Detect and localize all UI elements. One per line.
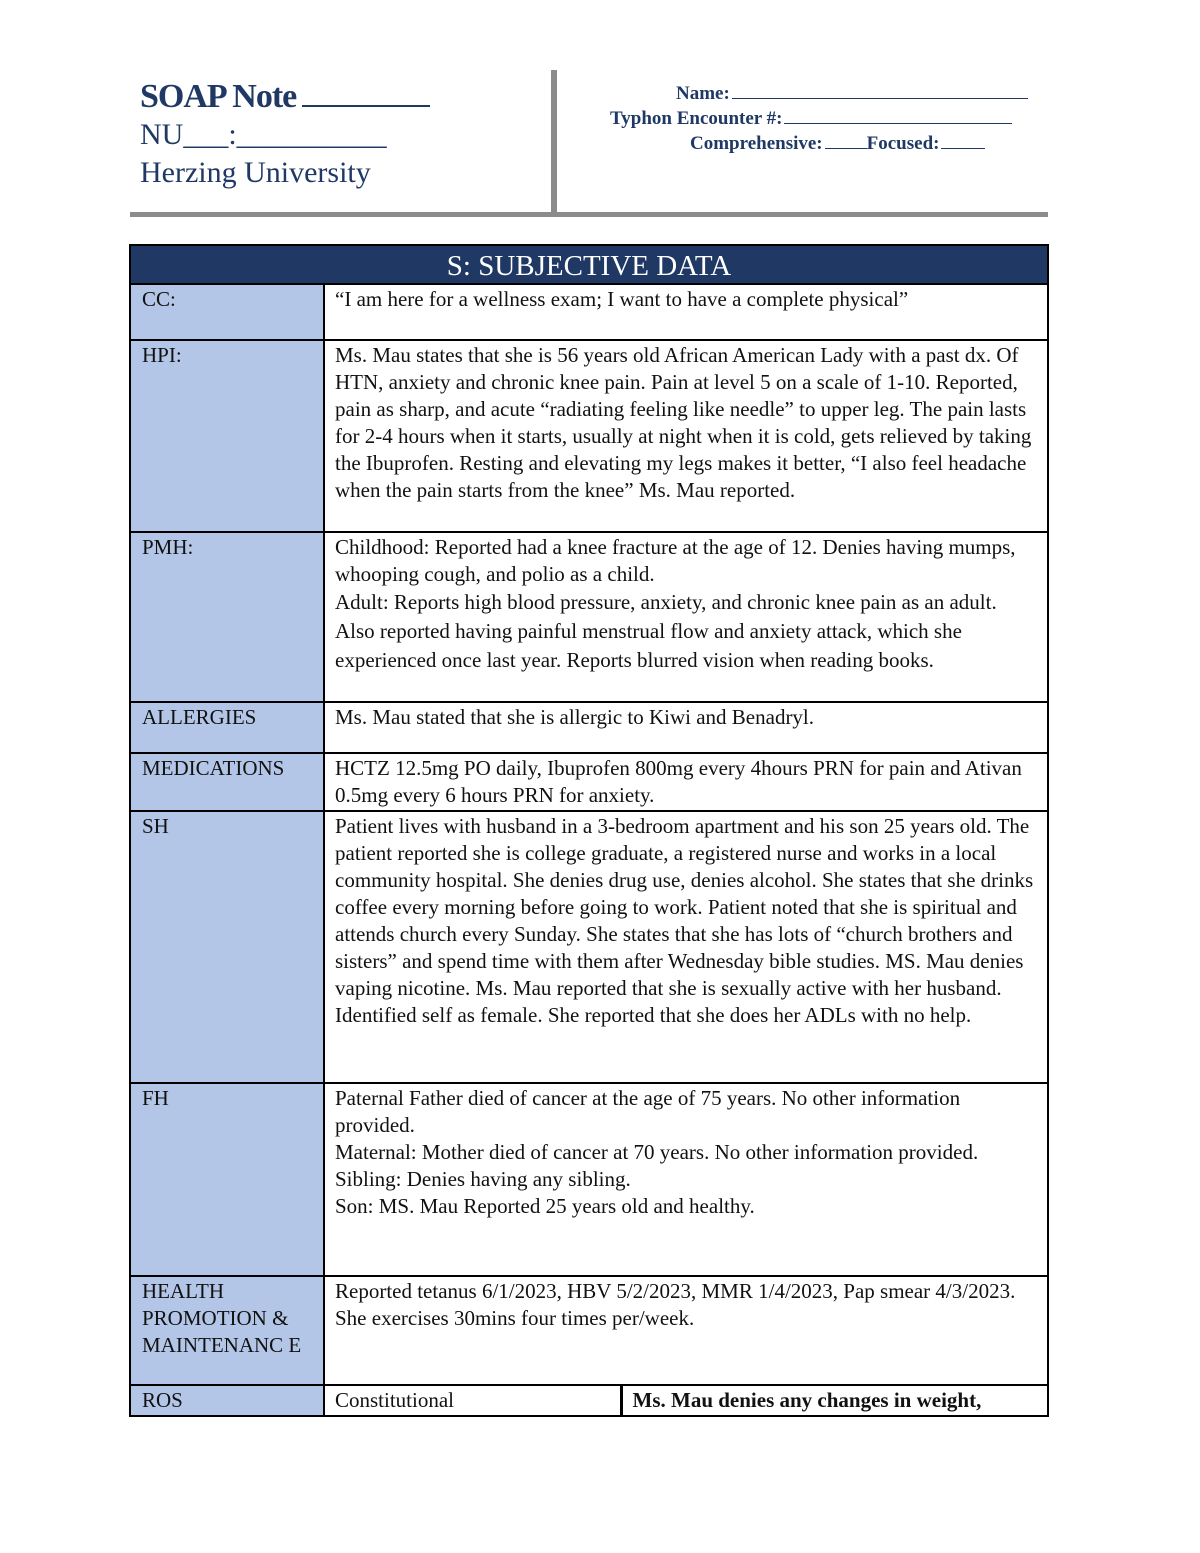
note-header [130, 70, 1048, 218]
row-sh [130, 811, 1048, 1083]
hpi-label: HPI: [130, 340, 324, 532]
row-medications [130, 753, 1048, 811]
pmh-cell [324, 532, 1048, 702]
pmh-adult: Adult: Reports high blood pressure, anxiety, and chronic knee pain as an adult. Also reported having painful menstrual flow and anxiety attack, which she experienced once last year. Reports blurred vision when reading books. [335, 590, 997, 672]
fh-paternal: Paternal Father died of cancer at the age of 75 years. No other information provided. [335, 1086, 961, 1137]
health-promotion-label: HEALTH PROMOTION & MAINTENANC E [130, 1276, 324, 1385]
header-left-block [140, 78, 430, 192]
row-allergies [130, 702, 1048, 753]
pmh-childhood: Childhood: Reported had a knee fracture at the age of 12. Denies having mumps, whooping cough, and polio as a child. [335, 535, 1016, 586]
health-immunizations: Reported tetanus 6/1/2023, HBV 5/2/2023, MMR 1/4/2023, Pap smear 4/3/2023. [335, 1279, 1016, 1303]
sh-label: SH [130, 811, 324, 1083]
sh-text: Patient lives with husband in a 3-bedroom apartment and his son 25 years old. The patient reported she is college graduate, a registered nurse and works in a local community hospital. She denies drug use, denies alcohol. She states that she drinks coffee every morning before going to work. Patient noted that she is spiritual and attends church every Sunday. She states that she has lots of “church brothers and sisters” and spend time with them after Wednesday bible studies. MS. Mau denies vaping nicotine. Ms. Mau reported that she is sexually active with her husband. Identified self as female. She reported that she does her ADLs with no help. [324, 811, 1048, 1083]
health-exercise: She exercises 30mins four times per/week. [335, 1306, 695, 1330]
typhon-label: Typhon Encounter #: [610, 108, 783, 129]
fh-sibling: Sibling: Denies having any sibling. [335, 1167, 631, 1191]
fh-son: Son: MS. Mau Reported 25 years old and healthy. [335, 1194, 755, 1218]
typhon-field [610, 107, 1012, 130]
ros-system: Constitutional [324, 1385, 621, 1416]
row-pmh [130, 532, 1048, 702]
fh-label: FH [130, 1083, 324, 1276]
name-field [676, 82, 1028, 105]
row-fh [130, 1083, 1048, 1276]
note-title-text: SOAP Note [140, 78, 297, 115]
fh-cell [324, 1083, 1048, 1276]
row-ros [130, 1385, 1048, 1416]
allergies-text: Ms. Mau stated that she is allergic to Kiwi and Benadryl. [324, 702, 1048, 753]
row-cc [130, 284, 1048, 340]
typhon-blank [784, 107, 1012, 124]
ros-text: Ms. Mau denies any changes in weight, [621, 1385, 1048, 1416]
note-title-blank [302, 81, 430, 107]
comprehensive-blank [825, 132, 867, 149]
medications-label: MEDICATIONS [130, 753, 324, 811]
comprehensive-label: Comprehensive: [690, 133, 823, 154]
fh-maternal: Maternal: Mother died of cancer at 70 years. No other information provided. [335, 1140, 979, 1164]
name-blank [732, 82, 1028, 99]
focused-label: Focused: [866, 133, 940, 154]
cc-label: CC: [130, 284, 324, 340]
section-header-row [130, 245, 1048, 284]
ros-label: ROS [130, 1385, 324, 1416]
name-label: Name: [676, 83, 730, 104]
section-title: S: SUBJECTIVE DATA [130, 245, 1048, 284]
subjective-data-table [129, 244, 1049, 1417]
health-promotion-cell [324, 1276, 1048, 1385]
pmh-label: PMH: [130, 532, 324, 702]
header-vertical-divider [551, 70, 557, 216]
encounter-type-field [690, 132, 985, 155]
row-hpi [130, 340, 1048, 532]
hpi-text: Ms. Mau states that she is 56 years old African American Lady with a past dx. Of HTN, anxiety and chronic knee pain. Pain at level 5 on a scale of 1-10. Reported, pain as sharp, and acute “radiating feeling like needle” to upper leg. The pain lasts for 2-4 hours when it starts, usually at night when it is cold, gets relieved by taking the Ibuprofen. Resting and elevating my legs makes it better, “I also feel headache when the pain starts from the knee” Ms. Mau reported. [324, 340, 1048, 532]
row-health-promotion [130, 1276, 1048, 1385]
cc-text: “I am here for a wellness exam; I want to have a complete physical” [324, 284, 1048, 340]
nu-course-label: NU___:__________ [140, 118, 387, 151]
focused-blank [941, 132, 985, 149]
allergies-label: ALLERGIES [130, 702, 324, 753]
header-horizontal-divider [130, 212, 1048, 217]
note-title [140, 78, 430, 116]
university-name: Herzing University [140, 156, 371, 189]
medications-text: HCTZ 12.5mg PO daily, Ibuprofen 800mg every 4hours PRN for pain and Ativan 0.5mg every 6 hours PRN for anxiety. [324, 753, 1048, 811]
